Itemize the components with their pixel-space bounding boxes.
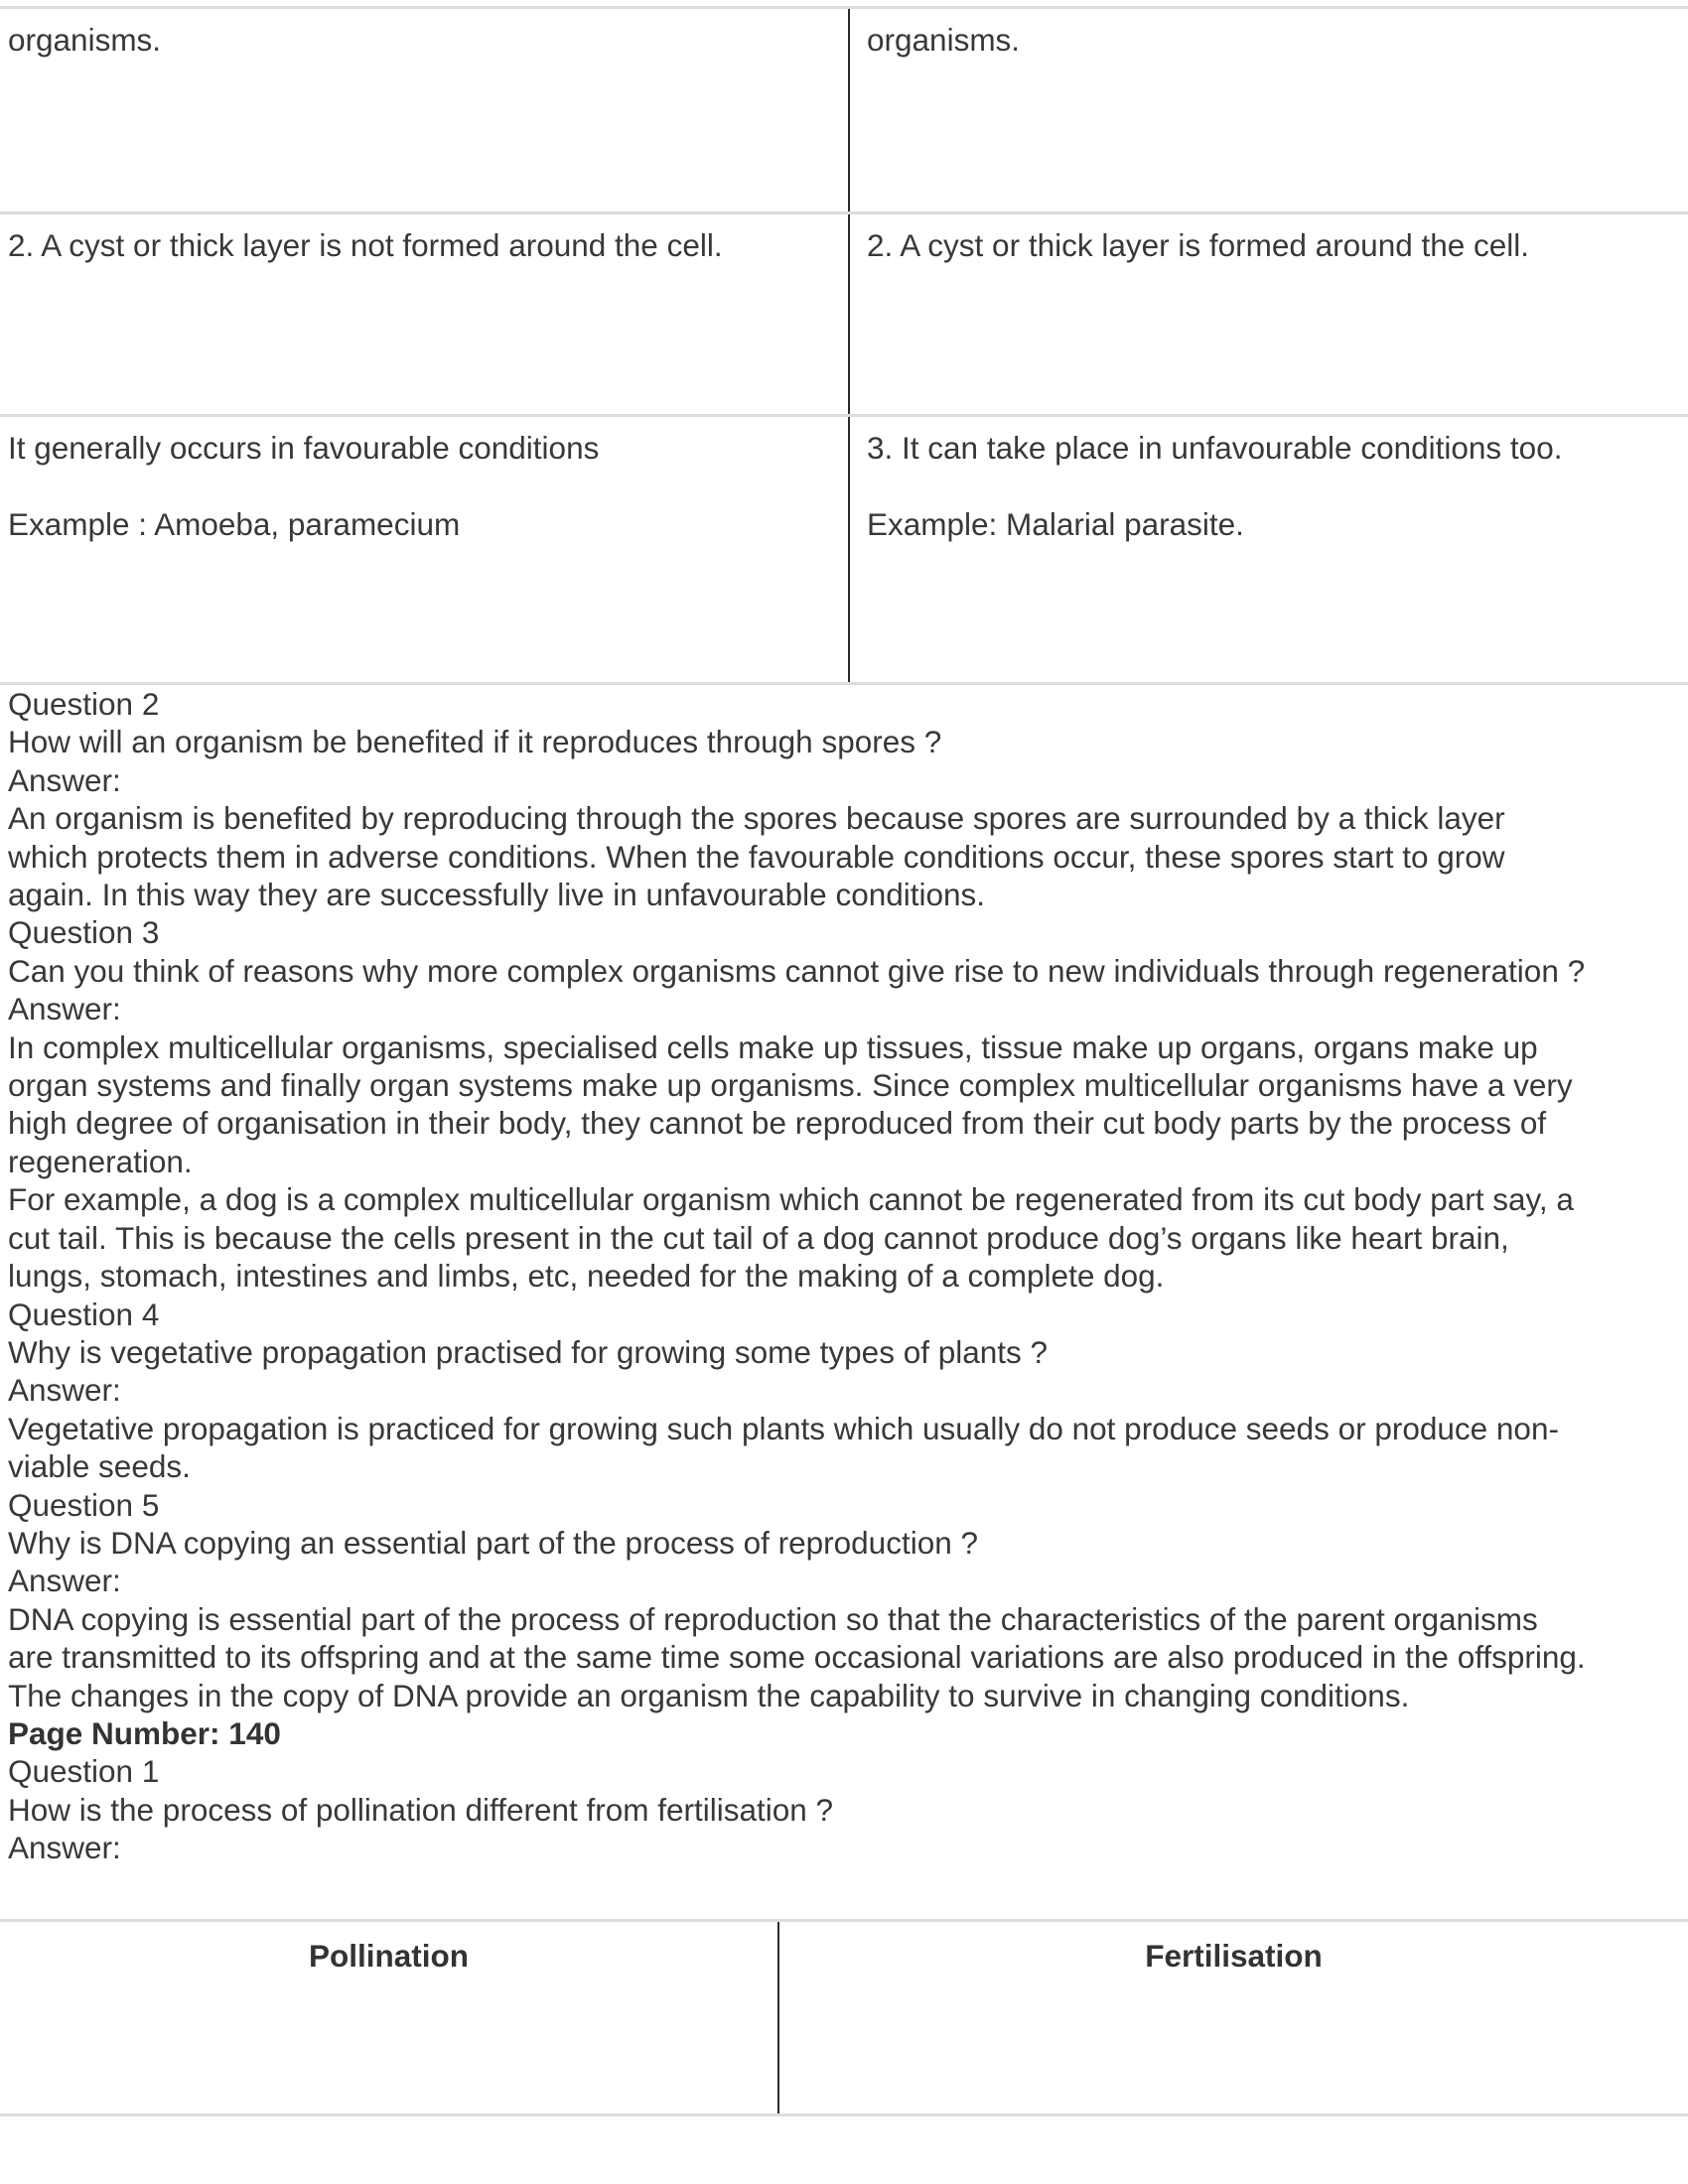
qa-answer-label: Answer: — [8, 761, 121, 798]
qa-answer-text: high degree of organisation in their body, they cannot be reproduced from their cut body parts by the process of — [8, 1105, 1547, 1142]
cell-right — [850, 214, 1688, 414]
cell-right — [850, 9, 1688, 211]
qa-question-text: Why is DNA copying an essential part of the process of reproduction ? — [8, 1524, 979, 1561]
qa-answer-text: lungs, stomach, intestines and limbs, etc, needed for the making of a complete dog. — [8, 1258, 1165, 1295]
qa-question-text: How is the process of pollination different from fertilisation ? — [8, 1791, 834, 1828]
qa-question-text: Why is vegetative propagation practised for growing some types of plants ? — [8, 1333, 1049, 1370]
table-header-row — [0, 1922, 1688, 2116]
qa-answer-label: Answer: — [8, 1563, 121, 1599]
cell-right — [850, 417, 1688, 682]
header-fertilisation: Fertilisation — [1145, 1938, 1323, 1974]
pollination-fertilisation-table — [0, 1919, 1688, 2116]
qa-question-heading: Question 3 — [8, 914, 160, 951]
cell-text: 2. A cyst or thick layer is formed around the cell. — [867, 227, 1530, 263]
qa-question-heading: Question 2 — [8, 686, 160, 722]
cell-text: organisms. — [8, 22, 162, 58]
cell-text: 2. A cyst or thick layer is not formed around the cell. — [8, 227, 723, 263]
qa-answer-text: cut tail. This is because the cells present in the cut tail of a dog cannot produce dog’s organs like heart brain, — [8, 1219, 1509, 1256]
qa-answer-text: organ systems and finally organ systems make up organisms. Since complex multicellular organisms have a very — [8, 1067, 1573, 1104]
qa-question-heading: Question 4 — [8, 1296, 160, 1332]
cell-text: organisms. — [867, 22, 1021, 58]
cell-text: Example : Amoeba, paramecium — [8, 505, 461, 542]
cell-left — [0, 417, 850, 682]
qa-text-block — [0, 685, 1688, 1867]
qa-answer-text: are transmitted to its offspring and at the same time some occasional variations are also produced in the offspring. — [8, 1639, 1586, 1676]
page-number-heading: Page Number: 140 — [8, 1714, 281, 1751]
table-row — [0, 417, 1688, 685]
qa-answer-text: Vegetative propagation is practiced for growing such plants which usually do not produce seeds or produce non- — [8, 1410, 1559, 1446]
qa-answer-text: In complex multicellular organisms, specialised cells make up tissues, tissue make up organs, organs make up — [8, 1028, 1538, 1065]
qa-question-text: How will an organism be benefited if it reproduces through spores ? — [8, 724, 942, 760]
qa-question-heading: Question 1 — [8, 1753, 160, 1790]
cell-left — [0, 9, 850, 211]
qa-answer-label: Answer: — [8, 991, 121, 1027]
qa-answer-label: Answer: — [8, 1830, 121, 1866]
qa-answer-text: again. In this way they are successfully live in unfavourable conditions. — [8, 877, 986, 913]
header-pollination: Pollination — [0, 1922, 779, 2114]
qa-answer-text: For example, a dog is a complex multicellular organism which cannot be regenerated from its cut body part say, a — [8, 1181, 1574, 1218]
table-row — [0, 9, 1688, 214]
qa-question-heading: Question 5 — [8, 1486, 160, 1523]
qa-answer-text: which protects them in adverse conditions. When the favourable conditions occur, these spores start to grow — [8, 838, 1505, 875]
comparison-table — [0, 6, 1688, 685]
qa-answer-text: The changes in the copy of DNA provide an organism the capability to survive in changing conditions. — [8, 1677, 1410, 1713]
qa-question-text: Can you think of reasons why more complex organisms cannot give rise to new individuals through regeneration ? — [8, 952, 1586, 989]
qa-answer-text: regeneration. — [8, 1143, 193, 1179]
qa-answer-text: DNA copying is essential part of the process of reproduction so that the characteristics of the parent organisms — [8, 1600, 1538, 1637]
qa-answer-text: An organism is benefited by reproducing through the spores because spores are surrounded by a thick layer — [8, 800, 1505, 837]
qa-answer-text: viable seeds. — [8, 1448, 191, 1485]
cell-text: 3. It can take place in unfavourable conditions too. — [867, 430, 1563, 466]
cell-text: It generally occurs in favourable conditions — [8, 430, 600, 466]
cell-text: Example: Malarial parasite. — [867, 505, 1244, 542]
qa-answer-label: Answer: — [8, 1372, 121, 1409]
table-row — [0, 214, 1688, 417]
cell-left — [0, 214, 850, 414]
